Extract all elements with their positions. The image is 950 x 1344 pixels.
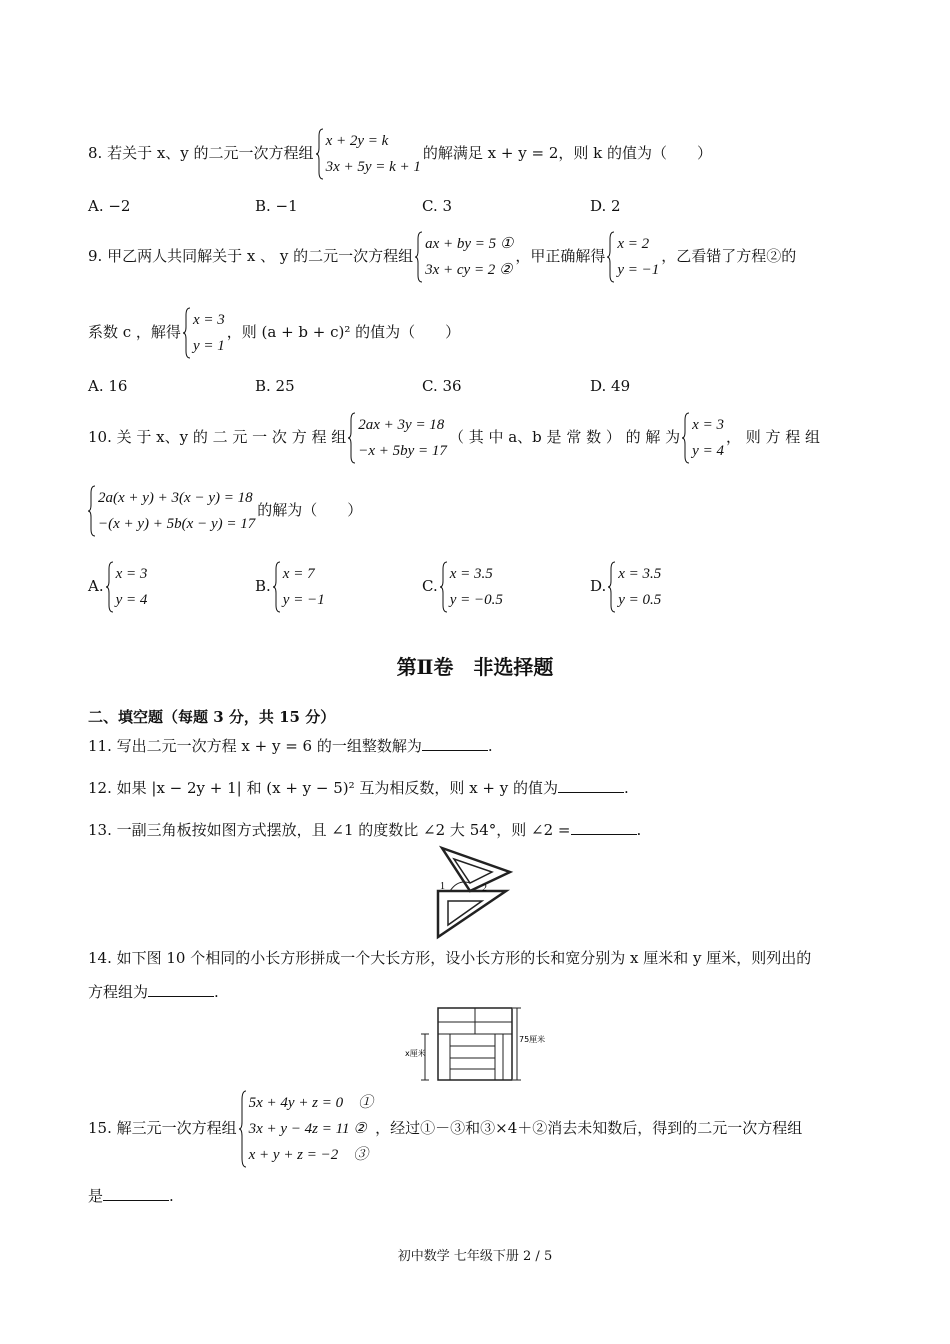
q9-sol2: y = −1 <box>617 262 660 278</box>
q12-end: . <box>624 779 629 797</box>
rectangles-figure <box>403 1004 553 1084</box>
q15-suffix: ，经过①－③和③×4＋②消去未知数后，得到的二元一次方程组 <box>375 1119 803 1137</box>
q9-solution-jia <box>607 231 659 283</box>
q10-system1 <box>348 412 447 464</box>
q9-sol4: y = 1 <box>192 338 225 354</box>
q14-line2 <box>88 982 219 1002</box>
q13-text: 13. 一副三角板按如图方式摆放，且 ∠1 的度数比 ∠2 大 54°，则 ∠2 = <box>88 821 571 839</box>
q10-suffix: ， 则 方 程 组 <box>725 428 821 446</box>
q8-option-b: B. −1 <box>255 197 298 215</box>
q15-line2-text: 是 <box>88 1187 104 1205</box>
q11-blank[interactable] <box>422 736 488 751</box>
q9-line1 <box>88 231 796 283</box>
q9-line2-suffix: ，则 (a + b + c)² 的值为（ ） <box>226 323 461 341</box>
q10-eq2: −x + 5by = 17 <box>358 443 447 459</box>
angle-2-label: 2 <box>482 883 487 894</box>
q14-end: . <box>214 983 219 1001</box>
q8-eq2: 3x + 5y = k + 1 <box>325 159 421 175</box>
q13-line <box>88 820 641 840</box>
q10-option-c-r1: x = 3.5 <box>449 566 493 582</box>
q15-eq2: 3x + y − 4z = 11 ② <box>248 1121 367 1137</box>
q10-option-a <box>88 561 149 613</box>
q10-system2 <box>88 485 255 537</box>
q15-line1 <box>88 1090 802 1168</box>
q9-eq2: 3x + cy = 2 ② <box>425 262 513 278</box>
q9-line2 <box>88 307 460 359</box>
q10-option-d-label: D. <box>590 577 607 595</box>
q9-suffix: ，乙看错了方程②的 <box>661 247 797 265</box>
q9-option-d: D. 49 <box>590 377 631 395</box>
q12-blank[interactable] <box>558 778 624 793</box>
q10-option-c-r2: y = −0.5 <box>449 592 503 608</box>
set-squares-figure <box>428 845 518 940</box>
q8-system <box>316 128 421 180</box>
fig-x-label: x厘米 <box>405 1049 426 1058</box>
q10-option-a-r2: y = 4 <box>115 592 148 608</box>
q10-option-a-r1: x = 3 <box>115 566 148 582</box>
q9-solution-yi <box>183 307 225 359</box>
q8-option-d: D. 2 <box>590 197 621 215</box>
q12-line <box>88 778 629 798</box>
q10-option-b <box>255 561 327 613</box>
angle-1-label: 1 <box>440 881 445 892</box>
q10-option-c-label: C. <box>422 577 438 595</box>
q10-option-d-r2: y = 0.5 <box>618 592 662 608</box>
q10-option-d-system <box>608 561 661 613</box>
q10-option-c-system <box>440 561 503 613</box>
q15-blank[interactable] <box>103 1186 169 1201</box>
q10-option-d-r1: x = 3.5 <box>618 566 662 582</box>
q15-eq1: 5x + 4y + z = 0 ① <box>248 1095 374 1111</box>
q9-sol3: x = 3 <box>192 312 225 328</box>
q9-option-a: A. 16 <box>88 377 128 395</box>
q9-system <box>415 231 513 283</box>
q10-line1 <box>88 412 820 464</box>
q15-system <box>239 1090 374 1168</box>
q9-sol1: x = 2 <box>617 236 650 252</box>
section2-heading: 二、填空题（每题 3 分，共 15 分） <box>88 708 336 726</box>
q10-mid: （ 其 中 a、b 是 常 数 ） 的 解 为 <box>448 428 681 446</box>
q8-suffix: 的解满足 x + y = 2，则 k 的值为（ ） <box>422 144 712 162</box>
q9-option-c: C. 36 <box>422 377 462 395</box>
q10-option-b-r1: x = 7 <box>282 566 315 582</box>
q8-prefix: 8. 若关于 x、y 的二元一次方程组 <box>88 144 314 162</box>
q10-option-a-system <box>106 561 148 613</box>
q14-line2-text: 方程组为 <box>88 983 149 1001</box>
q10-option-b-r2: y = −1 <box>282 592 325 608</box>
q10-eq1: 2ax + 3y = 18 <box>358 417 445 433</box>
q10-option-b-system <box>273 561 325 613</box>
q14-blank[interactable] <box>148 982 214 997</box>
q15-prefix: 15. 解三元一次方程组 <box>88 1119 237 1137</box>
q13-blank[interactable] <box>571 820 637 835</box>
q9-option-b: B. 25 <box>255 377 295 395</box>
page-footer: 初中数学 七年级下册 2 / 5 <box>397 1249 553 1264</box>
q10-line2-suffix: 的解为（ ） <box>257 501 363 519</box>
q8-eq1: x + 2y = k <box>325 133 389 149</box>
q14-line1: 14. 如下图 10 个相同的小长方形拼成一个大长方形，设小长方形的长和宽分别为 x 厘米和 y 厘米，则列出的 <box>88 949 812 967</box>
q10-option-c <box>422 561 505 613</box>
q10-option-a-label: A. <box>88 577 104 595</box>
part2-title: 第Ⅱ卷 非选择题 <box>396 655 554 679</box>
q10-sol1: x = 3 <box>692 417 724 433</box>
q8-line <box>88 128 712 180</box>
q15-eq3: x + y + z = −2 ③ <box>248 1147 369 1163</box>
q10-option-d <box>590 561 663 613</box>
q10-eq3: 2a(x + y) + 3(x − y) = 18 <box>98 490 253 506</box>
q15-line2 <box>88 1186 174 1206</box>
q9-line2-prefix: 系数 c ，解得 <box>88 323 181 341</box>
q9-prefix: 9. 甲乙两人共同解关于 x 、 y 的二元一次方程组 <box>88 247 414 265</box>
q9-eq1: ax + by = 5 ① <box>425 236 514 252</box>
q11-text: 11. 写出二元一次方程 x + y = 6 的一组整数解为 <box>88 737 422 755</box>
q10-sol2: y = 4 <box>692 443 724 459</box>
q10-prefix: 10. 关 于 x、y 的 二 元 一 次 方 程 组 <box>88 428 347 446</box>
q12-text: 12. 如果 |x − 2y + 1| 和 (x + y − 5)² 互为相反数，则 x + y 的值为 <box>88 779 559 797</box>
q8-option-c: C. 3 <box>422 197 453 215</box>
q15-end: . <box>169 1187 174 1205</box>
fig-75-label: 75厘米 <box>519 1035 546 1044</box>
q8-option-a: A. −2 <box>88 197 131 215</box>
q10-eq4: −(x + y) + 5b(x − y) = 17 <box>98 516 256 532</box>
q11-end: . <box>487 737 493 755</box>
q13-end: . <box>636 821 642 839</box>
q10-option-b-label: B. <box>255 577 271 595</box>
q10-solution <box>682 412 724 464</box>
q10-line2 <box>86 485 362 537</box>
q11-line <box>88 736 493 756</box>
q9-mid: ，甲正确解得 <box>515 247 606 265</box>
